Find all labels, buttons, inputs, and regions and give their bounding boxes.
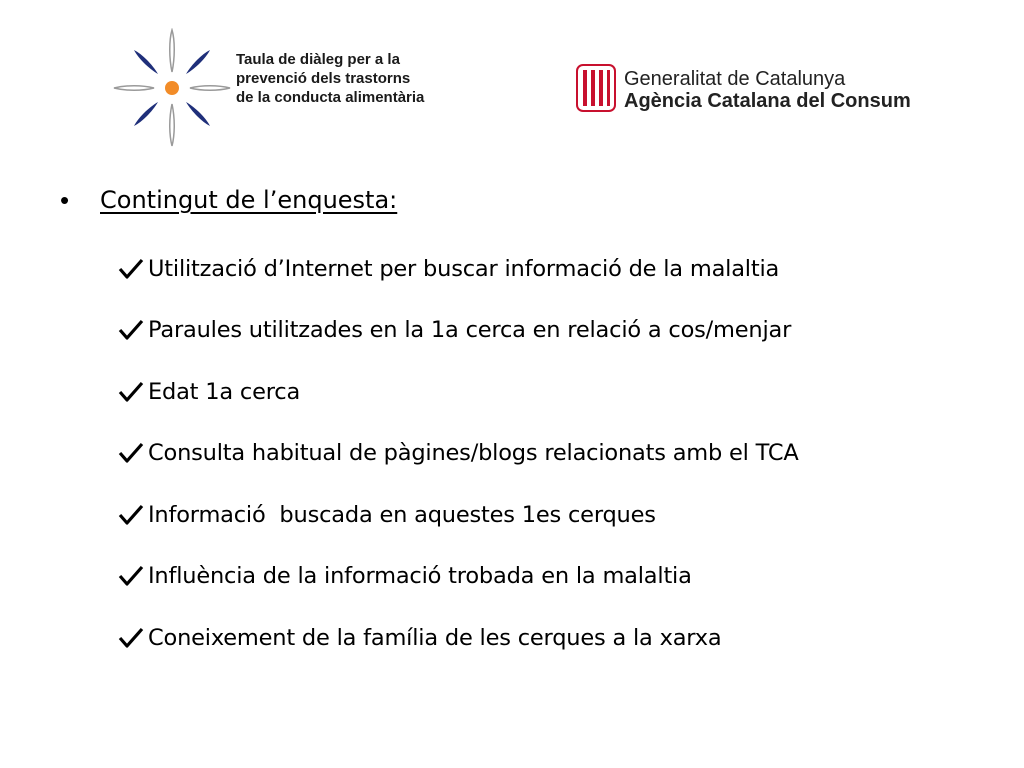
generalitat-name: Generalitat de Catalunya	[624, 68, 846, 90]
slide-content	[56, 180, 1006, 669]
section-heading: Contingut de l’enquesta:	[100, 186, 398, 214]
list-item-text: Edat 1a cerca	[148, 378, 301, 405]
checkmark-icon	[116, 438, 146, 468]
taula-dialeg-logo	[112, 28, 472, 148]
senyera-emblem-icon	[576, 64, 616, 112]
bullet-dot-icon: •	[60, 185, 70, 215]
checkmark-icon	[116, 500, 146, 530]
checkmark-icon	[116, 561, 146, 591]
list-item-text: Influència de la informació trobada en la malaltia	[148, 563, 692, 590]
list-item	[116, 300, 1006, 362]
logo-left-line: de la conducta alimentària	[236, 89, 425, 106]
list-item	[116, 423, 1006, 485]
list-item	[116, 484, 1006, 546]
generalitat-logo	[576, 64, 936, 118]
list-item	[116, 546, 1006, 608]
logo-left-line: Taula de diàleg per a la	[236, 51, 400, 68]
checkmark-icon	[116, 377, 146, 407]
list-item	[116, 361, 1006, 423]
generalitat-text	[624, 68, 911, 113]
list-item-text: Paraules utilitzades en la 1a cerca en relació a cos/menjar	[148, 317, 792, 344]
checkmark-icon	[116, 315, 146, 345]
taula-dialeg-text	[236, 50, 424, 107]
list-item	[116, 238, 1006, 300]
list-item-text: Utilització d’Internet per buscar informació de la malaltia	[148, 255, 780, 282]
checkmark-icon	[116, 623, 146, 653]
list-item-text: Coneixement de la família de les cerques a la xarxa	[148, 624, 722, 651]
list-item-text: Consulta habitual de pàgines/blogs relacionats amb el TCA	[148, 440, 799, 467]
list-item	[116, 607, 1006, 669]
agencia-name: Agència Catalana del Consum	[624, 90, 911, 112]
checkmark-icon	[116, 254, 146, 284]
sunburst-emblem	[112, 28, 232, 148]
logo-left-line: prevenció dels trastorns	[236, 70, 411, 87]
main-bullet	[56, 180, 1006, 220]
checklist	[116, 238, 1006, 669]
list-item-text: Informació buscada en aquestes 1es cerques	[148, 501, 656, 528]
